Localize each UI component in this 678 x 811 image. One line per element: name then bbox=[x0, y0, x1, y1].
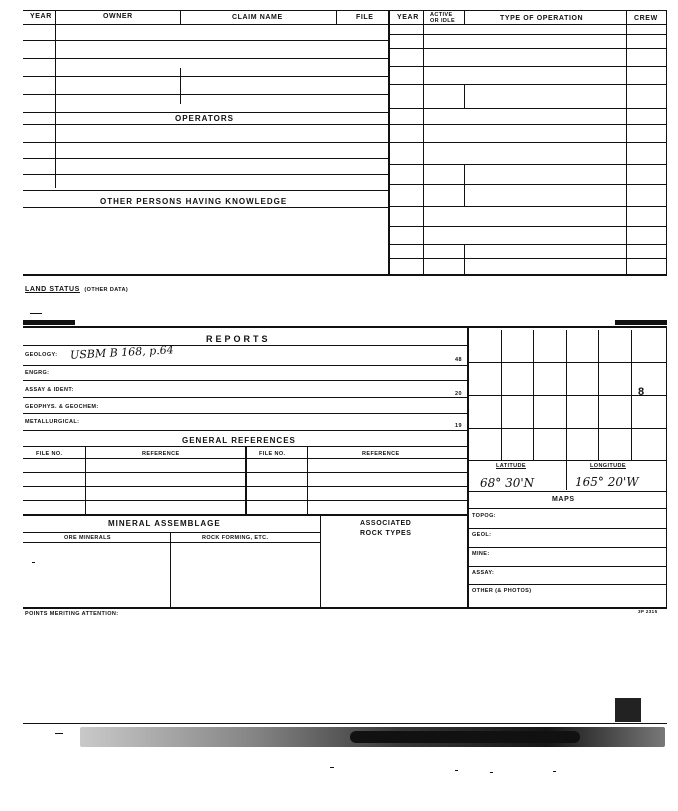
report-row-line bbox=[23, 380, 467, 381]
gen-ref-col-reference-1: REFERENCE bbox=[142, 451, 180, 457]
header-year: YEAR bbox=[30, 13, 52, 20]
mineral-header-underline bbox=[23, 542, 320, 543]
report-label-assay: ASSAY & IDENT: bbox=[25, 387, 74, 393]
header-file: FILE bbox=[356, 14, 374, 21]
op-row-line bbox=[389, 84, 667, 85]
op-row-line bbox=[389, 226, 667, 227]
stray-mark bbox=[330, 767, 334, 768]
report-label-engrg: ENGRG: bbox=[25, 370, 50, 376]
col-divider-year bbox=[55, 10, 56, 188]
col-divider-active-bottom bbox=[464, 244, 465, 274]
mineral-assemblage-title: MINERAL ASSEMBLAGE bbox=[108, 519, 221, 528]
report-row-line bbox=[23, 430, 467, 431]
col-divider-active-lower bbox=[464, 164, 465, 206]
maps-row-line bbox=[467, 547, 667, 548]
stray-mark bbox=[30, 313, 42, 314]
op-row-line bbox=[389, 108, 667, 109]
land-status-sub: (OTHER DATA) bbox=[84, 287, 129, 293]
row-line bbox=[23, 142, 389, 143]
row-line bbox=[23, 40, 389, 41]
grid-col-center bbox=[566, 330, 567, 490]
header-owner: OWNER bbox=[103, 13, 133, 20]
row-line bbox=[23, 124, 389, 125]
maps-row-line bbox=[467, 566, 667, 567]
maps-other: OTHER (& PHOTOS) bbox=[472, 588, 532, 594]
reports-bottom-border bbox=[23, 607, 667, 609]
header-claim-name: CLAIM NAME bbox=[232, 14, 283, 21]
bottom-border bbox=[23, 723, 667, 724]
op-row-line bbox=[389, 206, 667, 207]
col-divider-owner bbox=[180, 10, 181, 24]
op-row-line bbox=[389, 66, 667, 67]
latitude-value: 68° 30'N bbox=[480, 476, 535, 490]
row-line bbox=[23, 207, 389, 208]
col-divider-active bbox=[464, 10, 465, 24]
thick-bar-right bbox=[615, 320, 667, 325]
maps-title: MAPS bbox=[552, 496, 575, 503]
gen-ref-col-file-no-1: FILE NO. bbox=[36, 451, 63, 457]
col-divider-claim bbox=[336, 10, 337, 24]
header-op-year: YEAR bbox=[397, 14, 419, 21]
top-border bbox=[23, 10, 667, 11]
report-num-geology: 48 bbox=[455, 357, 462, 363]
report-label-geophys: GEOPHYS. & GEOCHEM: bbox=[25, 404, 99, 410]
rock-forming-label: ROCK FORMING, ETC. bbox=[202, 535, 269, 541]
report-row-line bbox=[23, 397, 467, 398]
ore-minerals-label: ORE MINERALS bbox=[64, 535, 111, 541]
row-line bbox=[23, 112, 389, 113]
longitude-value: 165° 20'W bbox=[575, 475, 639, 489]
op-row-line bbox=[389, 244, 667, 245]
grid-row bbox=[467, 395, 667, 396]
maps-assay: ASSAY: bbox=[472, 570, 495, 576]
mineral-title-underline bbox=[23, 532, 320, 533]
scan-blot bbox=[615, 698, 641, 722]
op-row-line bbox=[389, 184, 667, 185]
report-num-metallurgical: 19 bbox=[455, 423, 462, 429]
row-line bbox=[23, 158, 389, 159]
stray-mark bbox=[32, 562, 35, 563]
general-references-title: GENERAL REFERENCES bbox=[182, 436, 296, 445]
grid-row bbox=[467, 362, 667, 363]
header-crew: CREW bbox=[634, 15, 658, 22]
op-row-line bbox=[389, 48, 667, 49]
reports-top-border bbox=[23, 326, 667, 328]
maps-row-line bbox=[467, 584, 667, 585]
stray-mark bbox=[455, 770, 458, 771]
mineral-col-divider bbox=[170, 532, 171, 608]
header-underline bbox=[23, 24, 667, 25]
stray-mark bbox=[553, 771, 556, 772]
gen-ref-col-divider-center bbox=[245, 446, 247, 514]
form-number: 3P 2315 bbox=[638, 609, 658, 614]
op-row-line bbox=[389, 258, 667, 259]
gen-ref-bottom bbox=[23, 514, 467, 516]
mineral-rock-divider bbox=[320, 514, 321, 608]
maps-mine: MINE: bbox=[472, 551, 490, 557]
row-line bbox=[23, 58, 389, 59]
op-row-line bbox=[389, 34, 667, 35]
stray-mark bbox=[490, 772, 493, 773]
report-value-geology: USBM B 168, p.64 bbox=[69, 343, 175, 362]
stray-mark bbox=[55, 733, 63, 734]
operators-label: OPERATORS bbox=[175, 114, 234, 123]
report-row-line bbox=[23, 365, 467, 366]
top-section-bottom-border bbox=[23, 274, 667, 276]
col-divider-owner-lower bbox=[180, 68, 181, 104]
gen-ref-col-divider bbox=[307, 446, 308, 514]
gen-ref-col-file-no-2: FILE NO. bbox=[259, 451, 286, 457]
thick-bar-left bbox=[23, 320, 75, 325]
land-status-label: LAND STATUS bbox=[25, 286, 80, 293]
report-row-line bbox=[23, 413, 467, 414]
header-type-of-operation: TYPE OF OPERATION bbox=[500, 15, 584, 22]
location-bottom bbox=[467, 491, 667, 492]
header-active-idle: ACTIVE OR IDLE bbox=[430, 12, 456, 24]
report-label-metallurgical: METALLURGICAL: bbox=[25, 419, 80, 425]
row-line bbox=[23, 94, 389, 95]
maps-topog: TOPOG: bbox=[472, 513, 496, 519]
reports-title: REPORTS bbox=[206, 334, 271, 344]
grid-mark: 8 bbox=[638, 386, 645, 398]
maps-geol: GEOL: bbox=[472, 532, 492, 538]
gen-ref-col-divider bbox=[85, 446, 86, 514]
row-line bbox=[23, 190, 389, 191]
maps-row-line bbox=[467, 528, 667, 529]
report-label-geology: GEOLOGY: bbox=[25, 352, 58, 358]
op-row-line bbox=[389, 164, 667, 165]
latitude-label: LATITUDE bbox=[496, 463, 526, 469]
maps-title-underline bbox=[467, 508, 667, 509]
op-row-line bbox=[389, 124, 667, 125]
other-persons-label: OTHER PERSONS HAVING KNOWLEDGE bbox=[100, 197, 288, 206]
associated-rock-types: ASSOCIATED ROCK TYPES bbox=[360, 520, 412, 537]
points-meriting-attention: POINTS MERITING ATTENTION: bbox=[25, 611, 119, 617]
row-line bbox=[23, 174, 389, 175]
col-divider-active-mid bbox=[464, 84, 465, 108]
reports-title-underline bbox=[23, 345, 467, 346]
land-status bbox=[25, 278, 128, 296]
grid-row bbox=[467, 460, 667, 461]
grid-row bbox=[467, 428, 667, 429]
scan-smudge-dark bbox=[350, 731, 580, 743]
op-row-line bbox=[389, 142, 667, 143]
longitude-label: LONGITUDE bbox=[590, 463, 626, 469]
row-line bbox=[23, 76, 389, 77]
report-num-assay: 20 bbox=[455, 391, 462, 397]
gen-ref-col-reference-2: REFERENCE bbox=[362, 451, 400, 457]
